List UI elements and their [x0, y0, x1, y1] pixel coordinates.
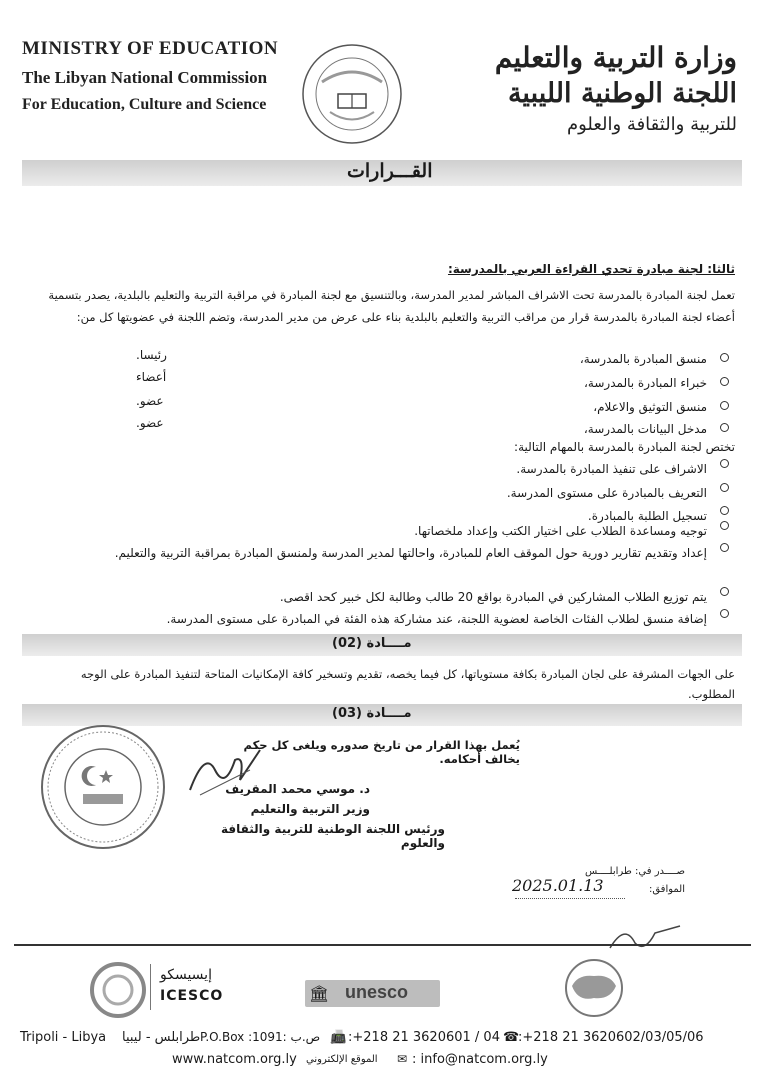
footer-website[interactable]: www.natcom.org.ly — [172, 1052, 297, 1067]
footer-city-ar: طرابلس - ليبيا — [122, 1030, 201, 1045]
bullet-icon — [720, 377, 729, 386]
bullet-icon — [720, 353, 729, 362]
bullet-icon — [720, 483, 729, 492]
signatory-name: د. موسي محمد المقريف — [225, 782, 370, 796]
temple-icon: 🏛 — [309, 984, 330, 1003]
bullet-icon — [720, 543, 729, 552]
bullet-icon — [720, 401, 729, 410]
list-item: إعداد وتقديم تقارير دورية حول الموقف العام للمبادرة، واحالتها لمدير المدرسة ولمنسق المبادرة بمراقبة التربية والتعليم. — [67, 542, 707, 564]
initials-signature — [605, 918, 685, 958]
commission-subtitle-en: For Education, Culture and Science — [22, 96, 267, 113]
bullet-icon — [720, 587, 729, 596]
issued-date: 2025.01.13 — [512, 876, 604, 895]
ministry-name-ar: وزارة التربية والتعليم — [494, 41, 737, 74]
list-item: خبراء المبادرة بالمدرسة، — [584, 376, 707, 390]
footer-city: Tripoli - Libya — [20, 1030, 107, 1045]
footer-phone: :+218 21 3620602/03/05/06 — [518, 1030, 704, 1045]
title-band — [22, 160, 742, 186]
member-role: عضو. — [136, 416, 164, 430]
arab-league-emblem — [558, 956, 630, 1020]
member-role: أعضاء — [136, 370, 167, 384]
unesco-text: unesco — [345, 982, 409, 1002]
unesco-logo — [305, 980, 440, 1007]
list-item: توجيه ومساعدة الطلاب على اختيار الكتب وإعداد ملخصاتها. — [67, 520, 707, 542]
bullet-icon — [720, 506, 729, 515]
issued-date-label: الموافق: — [648, 884, 685, 895]
email-icon: ✉ — [397, 1052, 408, 1066]
bullet-icon — [720, 459, 729, 468]
icesco-divider — [150, 964, 151, 1010]
list-item: منسق التوثيق والاعلام، — [593, 400, 707, 414]
footer-email[interactable]: : info@natcom.org.ly — [412, 1052, 548, 1067]
list-item: يتم توزيع الطلاب المشاركين في المبادرة بواقع 20 طالب وطالبة لكل خبير كحد اقصى. — [67, 586, 707, 608]
list-item: مدخل البيانات بالمدرسة، — [584, 422, 707, 436]
footer-divider — [14, 944, 751, 946]
list-item: التعريف بالمبادرة على مستوى المدرسة. — [67, 482, 707, 504]
section-title: ثالثا: لجنة مبادرة تحدي القراءة العربي بالمدرسة: — [447, 262, 735, 276]
section-intro: تعمل لجنة المبادرة بالمدرسة تحت الاشراف المباشر لمدير المدرسة، وبالتنسيق مع لجنة المبادرة في مراقبة التربية والتعليم بالبلدية، يصدر بتسمية أعضاء لجنة المبادرة بالمدرسة قرار من مراقب التربية والتعليم بالبلدية بناء على عرض من مدير المدرسة، وتضم اللجنة في عضويتها كل من: — [48, 288, 735, 324]
commission-name-en: The Libyan National Commission — [22, 68, 268, 87]
bullet-icon — [720, 609, 729, 618]
member-role: عضو. — [136, 394, 164, 408]
english-header — [22, 38, 282, 114]
tasks-intro: تختص لجنة المبادرة بالمدرسة بالمهام التالية: — [514, 440, 735, 454]
fax-icon: 📠 — [330, 1030, 347, 1045]
article-3-heading: مــــادة (03) — [332, 706, 412, 721]
article-2-heading: مــــادة (02) — [332, 636, 412, 651]
footer-website-label: الموقع الإلكتروني — [306, 1054, 378, 1065]
arabic-header — [437, 40, 737, 138]
commission-subtitle-ar: للتربية والثقافة والعلوم — [566, 114, 737, 135]
document-title: القـــرارات — [347, 160, 433, 182]
phone-icon: ☎ — [503, 1030, 520, 1045]
article-3-text: يُعمل بهذا القرار من تاريخ صدوره ويلغى كل حكم يخالف أحكامه. — [243, 738, 520, 766]
list-item: الاشراف على تنفيذ المبادرة بالمدرسة. — [67, 458, 707, 480]
article-2-text: على الجهات المشرفة على لجان المبادرة بكافة مستوياتها، كل فيما يخصه، تقديم وتسخير كافة الإمكانيات المتاحة لتنفيذ المبادرة على الوجه المطلوب. — [80, 667, 735, 701]
member-role: رئيسا. — [136, 348, 167, 362]
footer-pobox: P.O.Box :1091: ص.ب — [200, 1030, 321, 1044]
list-item: منسق المبادرة بالمدرسة، — [580, 352, 707, 366]
date-underline — [515, 898, 625, 900]
commission-name-ar: اللجنة الوطنية الليبية — [507, 78, 737, 109]
official-stamp — [38, 722, 168, 852]
article-2-band — [22, 634, 742, 656]
list-item: إضافة منسق لطلاب الفئات الخاصة لعضوية اللجنة، عند مشاركة هذه الفئة في المبادرة على مستوى المدرسة. — [67, 608, 707, 630]
bullet-icon — [720, 423, 729, 432]
commission-seal-logo — [300, 42, 404, 146]
issued-place: صــــدر في: طرابلــــس — [585, 866, 685, 877]
list-item: تسجيل الطلبة بالمبادرة. — [67, 505, 707, 527]
signatory-title-2: ورئيس اللجنة الوطنية للتربية والثقافة والعلوم — [220, 822, 445, 850]
footer-fax: :+218 21 3620601 / 04 — [348, 1030, 500, 1045]
icesco-english: ICESCO — [160, 988, 224, 1004]
ministry-name-en: MINISTRY OF EDUCATION — [22, 38, 279, 59]
bullet-icon — [720, 521, 729, 530]
icesco-emblem — [88, 960, 148, 1020]
icesco-arabic: إيسيسكو — [160, 967, 212, 983]
signatory-title-1: وزير التربية والتعليم — [250, 802, 370, 816]
